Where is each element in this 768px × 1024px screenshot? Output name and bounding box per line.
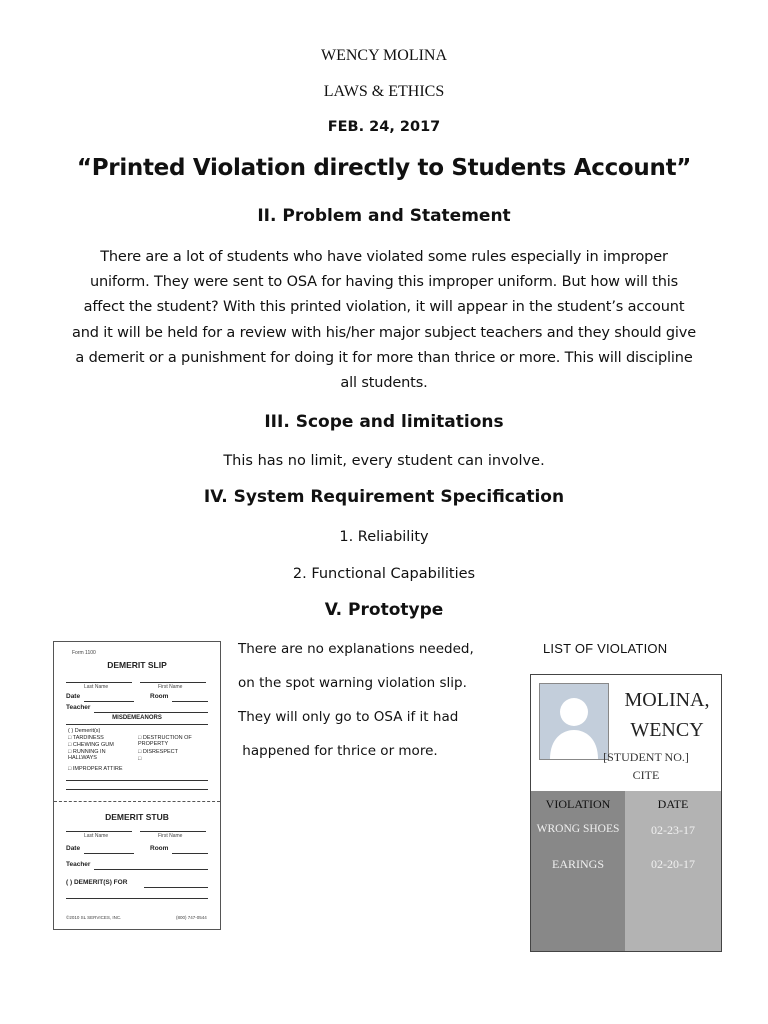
check-item: □ RUNNING IN HALLWAYS <box>68 749 106 761</box>
slip-footer-right: (800) 747-0544 <box>176 915 207 920</box>
room-line <box>172 701 208 702</box>
date-header: DATE <box>657 797 689 811</box>
teacher-line <box>94 869 208 870</box>
first-name-line <box>140 831 206 832</box>
date-cell: 02-20-17 <box>651 857 695 871</box>
room-label: Room <box>150 693 169 700</box>
teacher-line <box>94 712 208 713</box>
student-number: [STUDENT NO.] <box>603 750 689 764</box>
form-number: Form 1100 <box>72 650 96 656</box>
demerit-stub-title: DEMERIT STUB <box>105 812 169 822</box>
problem-paragraph <box>42 245 726 396</box>
student-surname: MOLINA, <box>624 689 710 711</box>
tear-line <box>54 801 220 802</box>
slip-footer-left: ©2010 SL SERVICES, INC. <box>66 915 122 920</box>
student-given-name: WENCY <box>630 719 704 741</box>
check-item: □ DESTRUCTION OF PROPERTY <box>138 735 192 747</box>
avatar-icon <box>539 683 609 760</box>
misdemeanors-line <box>66 724 208 725</box>
date-line <box>84 853 134 854</box>
paragraph-line: and it will be held for a review with his/her major subject teachers and they should give <box>71 324 697 341</box>
teacher-label: Teacher <box>66 861 91 868</box>
paragraph-line: all students. <box>340 375 428 392</box>
date-label: Date <box>66 845 81 852</box>
last-name-line <box>66 682 132 683</box>
section-heading-srs: IV. System Requirement Specification <box>203 487 565 507</box>
room-line <box>172 853 208 854</box>
prototype-line: on the spot warning violation slip. <box>238 675 467 691</box>
violation-card <box>530 674 722 952</box>
demerit-slip-title: DEMERIT SLIP <box>107 660 167 670</box>
paragraph-line: a demerit or a punishment for doing it for more than thrice or more. This will discipline <box>75 349 693 366</box>
check-item: □ IMPROPER ATTIRE <box>68 766 123 772</box>
demerits-count: ( ) Demerit(s) <box>68 728 101 734</box>
date-cell: 02-23-17 <box>651 823 695 837</box>
document-title: “Printed Violation directly to Students Account” <box>76 155 692 181</box>
misdemeanors-label: MISDEMEANORS <box>112 715 162 721</box>
student-college: CITE <box>632 768 660 782</box>
paragraph-line: affect the student? With this printed violation, it will appear in the student’s account <box>83 299 685 316</box>
first-name-label: First Name <box>158 833 183 839</box>
last-name-label: Last Name <box>84 684 109 690</box>
section-heading-scope: III. Scope and limitations <box>264 412 504 432</box>
last-name-label: Last Name <box>84 833 109 839</box>
srs-item-reliability: 1. Reliability <box>339 529 429 545</box>
paragraph-line: There are a lot of students who have violated some rules especially in improper <box>100 249 668 265</box>
blank-line <box>66 789 208 790</box>
demerit-slip-image <box>53 641 221 930</box>
section-heading-problem: II. Problem and Statement <box>257 206 511 226</box>
first-name-label: First Name <box>158 684 183 690</box>
paragraph-line: uniform. They were sent to OSA for having this improper uniform. But how will this <box>89 274 679 291</box>
violation-cell: WRONG SHOES <box>536 823 620 835</box>
date-line <box>84 701 134 702</box>
blank-line <box>66 898 208 899</box>
list-of-violation-title: LIST OF VIOLATION <box>543 641 668 656</box>
srs-item-functional: 2. Functional Capabilities <box>292 566 476 582</box>
check-item: □ DISRESPECT <box>138 749 179 755</box>
prototype-line: happened for thrice or more. <box>238 743 438 759</box>
check-item: □ <box>138 756 142 762</box>
room-label: Room <box>150 845 169 852</box>
subject-title: LAWS & ETHICS <box>323 83 445 100</box>
section-heading-prototype: V. Prototype <box>324 600 444 620</box>
teacher-label: Teacher <box>66 704 91 711</box>
demerits-for-label: ( ) DEMERIT(S) FOR <box>66 879 128 886</box>
check-item: □ TARDINESS <box>68 735 104 741</box>
document-date: FEB. 24, 2017 <box>327 119 441 135</box>
scope-text: This has no limit, every student can involve. <box>223 453 545 469</box>
violation-header: VIOLATION <box>545 797 611 811</box>
first-name-line <box>140 682 206 683</box>
last-name-line <box>66 831 132 832</box>
blank-line <box>66 780 208 781</box>
author-name: WENCY MOLINA <box>320 47 448 64</box>
prototype-line: They will only go to OSA if it had <box>238 709 459 725</box>
date-label: Date <box>66 693 81 700</box>
demerits-for-line <box>144 887 208 888</box>
prototype-line: There are no explanations needed, <box>238 641 474 657</box>
check-item: □ CHEWING GUM <box>68 742 114 748</box>
violation-cell: EARINGS <box>551 857 604 871</box>
violation-table <box>531 791 721 951</box>
